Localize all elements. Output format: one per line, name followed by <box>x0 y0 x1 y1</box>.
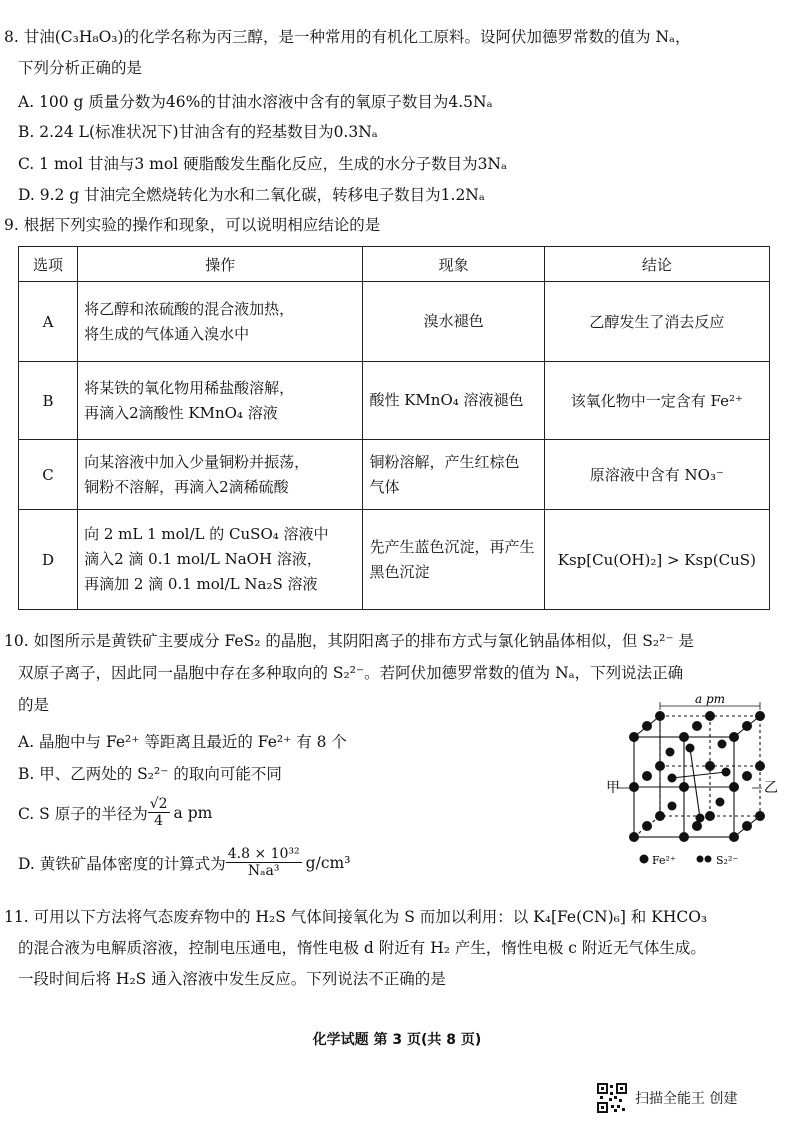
q8-option-d: D. 9.2 g 甘油完全燃烧转化为水和二氧化碳，转移电子数目为1.2Nₐ <box>18 186 485 204</box>
table-row <box>19 510 770 610</box>
header-operation: 操作 <box>78 247 363 282</box>
q10-option-a: A. 晶胞中与 Fe²⁺ 等距离且最近的 Fe²⁺ 有 8 个 <box>18 733 347 751</box>
phenomenon-line: 溴水褪色 <box>423 312 484 330</box>
q10-option-b: B. 甲、乙两处的 S₂²⁻ 的取向可能不同 <box>18 765 282 783</box>
row-option: C <box>19 440 78 510</box>
option-d-unit: g/cm³ <box>305 853 351 872</box>
fraction-numerator: 4.8 × 10³² <box>227 846 300 862</box>
q9-stem: 9. 根据下列实验的操作和现象，可以说明相应结论的是 <box>4 216 381 234</box>
table-header-row <box>19 247 770 282</box>
label-yi: 乙 <box>764 780 778 796</box>
legend-fe: Fe²⁺ <box>652 854 676 867</box>
q10-stem-line3: 的是 <box>18 696 50 714</box>
row-conclusion: 该氧化物中一定含有 Fe²⁺ <box>544 362 769 440</box>
operation-line: 将乙醇和浓硫酸的混合液加热， <box>84 299 295 318</box>
row-option: B <box>19 362 78 440</box>
option-d-text: D. 黄铁矿晶体密度的计算式为 <box>18 854 226 873</box>
experiment-table <box>18 246 770 610</box>
row-operation <box>78 282 363 362</box>
table-row <box>19 362 770 440</box>
row-operation <box>78 510 363 610</box>
operation-line: 铜粉不溶解，再滴入2滴稀硫酸 <box>84 477 289 496</box>
operation-line: 向 2 mL 1 mol/L 的 CuSO₄ 溶液中 <box>84 525 329 543</box>
scanner-label: 扫描全能王 创建 <box>635 1091 738 1107</box>
header-option: 选项 <box>19 247 78 282</box>
row-phenomenon <box>363 510 544 610</box>
page-footer: 化学试题 第 3 页(共 8 页) <box>312 1032 482 1048</box>
qr-code-icon <box>597 1083 627 1113</box>
crystal-cell-figure <box>604 692 780 872</box>
row-phenomenon <box>363 440 544 510</box>
q11-stem-line2: 的混合液为电解质溶液，控制电压通电，惰性电极 d 附近有 H₂ 产生，惰性电极 c 附近无气体生成。 <box>18 939 706 957</box>
operation-line: 向某溶液中加入少量铜粉并振荡， <box>84 452 310 471</box>
operation-line: 将生成的气体通入溴水中 <box>84 324 250 343</box>
phenomenon-line: 铜粉溶解，产生红棕色 <box>369 452 520 471</box>
scanner-watermark <box>597 1083 737 1113</box>
header-phenomenon: 现象 <box>363 247 544 282</box>
q10-stem-line2: 双原子离子，因此同一晶胞中存在多种取向的 S₂²⁻。若阿伏加德罗常数的值为 Nₐ，下列说法正确 <box>18 664 684 682</box>
phenomenon-line: 酸性 KMnO₄ 溶液褪色 <box>369 391 524 409</box>
row-option: A <box>19 282 78 362</box>
q11-stem-line3: 一段时间后将 H₂S 通入溶液中发生反应。下列说法不正确的是 <box>18 970 446 988</box>
phenomenon-line: 先产生蓝色沉淀，再产生 <box>369 537 535 556</box>
row-conclusion: 乙醇发生了消去反应 <box>544 282 769 362</box>
table-row <box>19 282 770 362</box>
q10-option-d <box>18 846 350 879</box>
phenomenon-line: 气体 <box>369 477 400 496</box>
option-c-text: C. S 原子的半径为 <box>18 804 148 823</box>
row-phenomenon <box>363 282 544 362</box>
option-c-unit: a pm <box>173 803 213 822</box>
table-row <box>19 440 770 510</box>
row-operation <box>78 362 363 440</box>
q8-stem-line2: 下列分析正确的是 <box>18 59 143 77</box>
q10-stem-line1: 10. 如图所示是黄铁矿主要成分 FeS₂ 的晶胞，其阴阳离子的排布方式与氯化钠晶体相似，但 S₂²⁻ 是 <box>4 632 694 650</box>
row-conclusion: Ksp[Cu(OH)₂] > Ksp(CuS) <box>544 510 769 610</box>
legend-s2: S₂²⁻ <box>716 854 739 867</box>
q8-stem-line1: 8. 甘油(C₃H₈O₃)的化学名称为丙三醇，是一种常用的有机化工原料。设阿伏加德罗常数的值为 Nₐ， <box>4 28 691 46</box>
fraction-denominator: Nₐa³ <box>247 863 280 879</box>
label-jia: 甲 <box>606 780 620 796</box>
row-phenomenon <box>363 362 544 440</box>
radius-fraction <box>148 796 170 829</box>
q8-option-b: B. 2.24 L(标准状况下)甘油含有的羟基数目为0.3Nₐ <box>18 123 378 141</box>
operation-line: 再滴加 2 滴 0.1 mol/L Na₂S 溶液 <box>84 575 318 593</box>
row-conclusion: 原溶液中含有 NO₃⁻ <box>544 440 769 510</box>
fraction-numerator: √2 <box>149 796 168 812</box>
edge-length-label: a pm <box>694 692 726 706</box>
fraction-denominator: 4 <box>154 813 164 829</box>
operation-line: 滴入2 滴 0.1 mol/L NaOH 溶液， <box>84 550 322 568</box>
operation-line: 再滴入2滴酸性 KMnO₄ 溶液 <box>84 403 278 422</box>
row-option: D <box>19 510 78 610</box>
density-fraction <box>226 846 302 879</box>
q8-option-c: C. 1 mol 甘油与3 mol 硬脂酸发生酯化反应，生成的水分子数目为3Nₐ <box>18 155 507 173</box>
operation-line: 将某铁的氧化物用稀盐酸溶解， <box>84 378 295 397</box>
q10-option-c <box>18 796 212 829</box>
q11-stem-line1: 11. 可用以下方法将气态废弃物中的 H₂S 气体间接氧化为 S 而加以利用：以 K₄[Fe(CN)₆] 和 KHCO₃ <box>4 908 708 926</box>
q8-option-a: A. 100 g 质量分数为46%的甘油水溶液中含有的氧原子数目为4.5Nₐ <box>18 93 493 111</box>
header-conclusion: 结论 <box>544 247 769 282</box>
phenomenon-line: 黑色沉淀 <box>369 562 430 581</box>
row-operation <box>78 440 363 510</box>
